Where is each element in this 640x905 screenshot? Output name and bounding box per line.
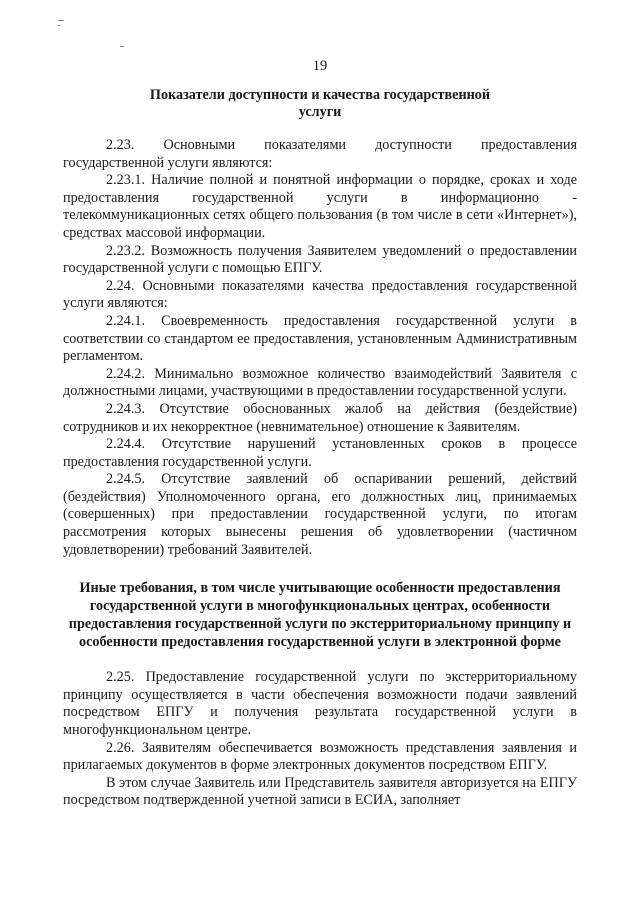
section-heading: Иные требования, в том числе учитывающие особенности предоставления государственной услуги в многофункциональных центрах, особенности предоставления государственной услуги по экстерриториальному принципу и особенности предоставления государственной услуги в электронной форме	[68, 580, 572, 651]
paragraph: 2.26. Заявителям обеспечивается возможность представления заявления и прилагаемых документов в форме электронных документов посредством ЕПГУ.	[63, 739, 577, 774]
paragraph: 2.24.4. Отсутствие нарушений установленных сроков в процессе предоставления государственной услуги.	[63, 436, 577, 470]
section-heading: Показатели доступности и качества государственной услуги	[149, 87, 491, 120]
paragraph: 2.24.3. Отсутствие обоснованных жалоб на действия (бездействие) сотрудников и их некорректное (невнимательное) отношение к Заявителям.	[63, 400, 577, 435]
document-body	[63, 87, 577, 810]
paragraph: 2.24.5. Отсутствие заявлений об оспаривании решений, действий (бездействия) Уполномоченного органа, его должностных лиц, принимаемых (совершенных) при предоставлении государственной услуги, по итогам рассмотрения которых вынесены решения об удовлетворении (частичном удовлетворении) требований Заявителей.	[63, 471, 577, 558]
paragraph: 2.24.1. Своевременность предоставления государственной услуги в соответствии со стандартом ее предоставления, установленным Административным регламентом.	[63, 312, 577, 365]
page-number: 19	[312, 58, 328, 74]
paragraph: В этом случае Заявитель или Представитель заявителя авторизуется на ЕПГУ посредством подтвержденной учетной записи в ЕСИА, заполняет	[63, 774, 577, 809]
paragraph: 2.25. Предоставление государственной услуги по экстерриториальному принципу осуществляется в части обеспечения возможности подачи заявлений посредством ЕПГУ и получения результата государственной услуги в многофункциональном центре.	[63, 669, 577, 739]
paragraph: 2.24. Основными показателями качества предоставления государственной услуги являются:	[63, 277, 577, 312]
paragraph: 2.24.2. Минимально возможное количество взаимодействий Заявителя с должностными лицами, участвующими в предоставлении государственной услуги.	[63, 365, 577, 400]
paragraph: 2.23.1. Наличие полной и понятной информации о порядке, сроках и ходе предоставления государственной услуги в информационно - телекоммуникационных сетях общего пользования (в том числе в сети «Интернет»), средствах массовой информации.	[63, 172, 577, 241]
paragraph: 2.23.2. Возможность получения Заявителем уведомлений о предоставлении государственной услуги с помощью ЕПГУ.	[63, 242, 577, 277]
paragraph: 2.23. Основными показателями доступности предоставления государственной услуги являются:	[63, 137, 577, 171]
